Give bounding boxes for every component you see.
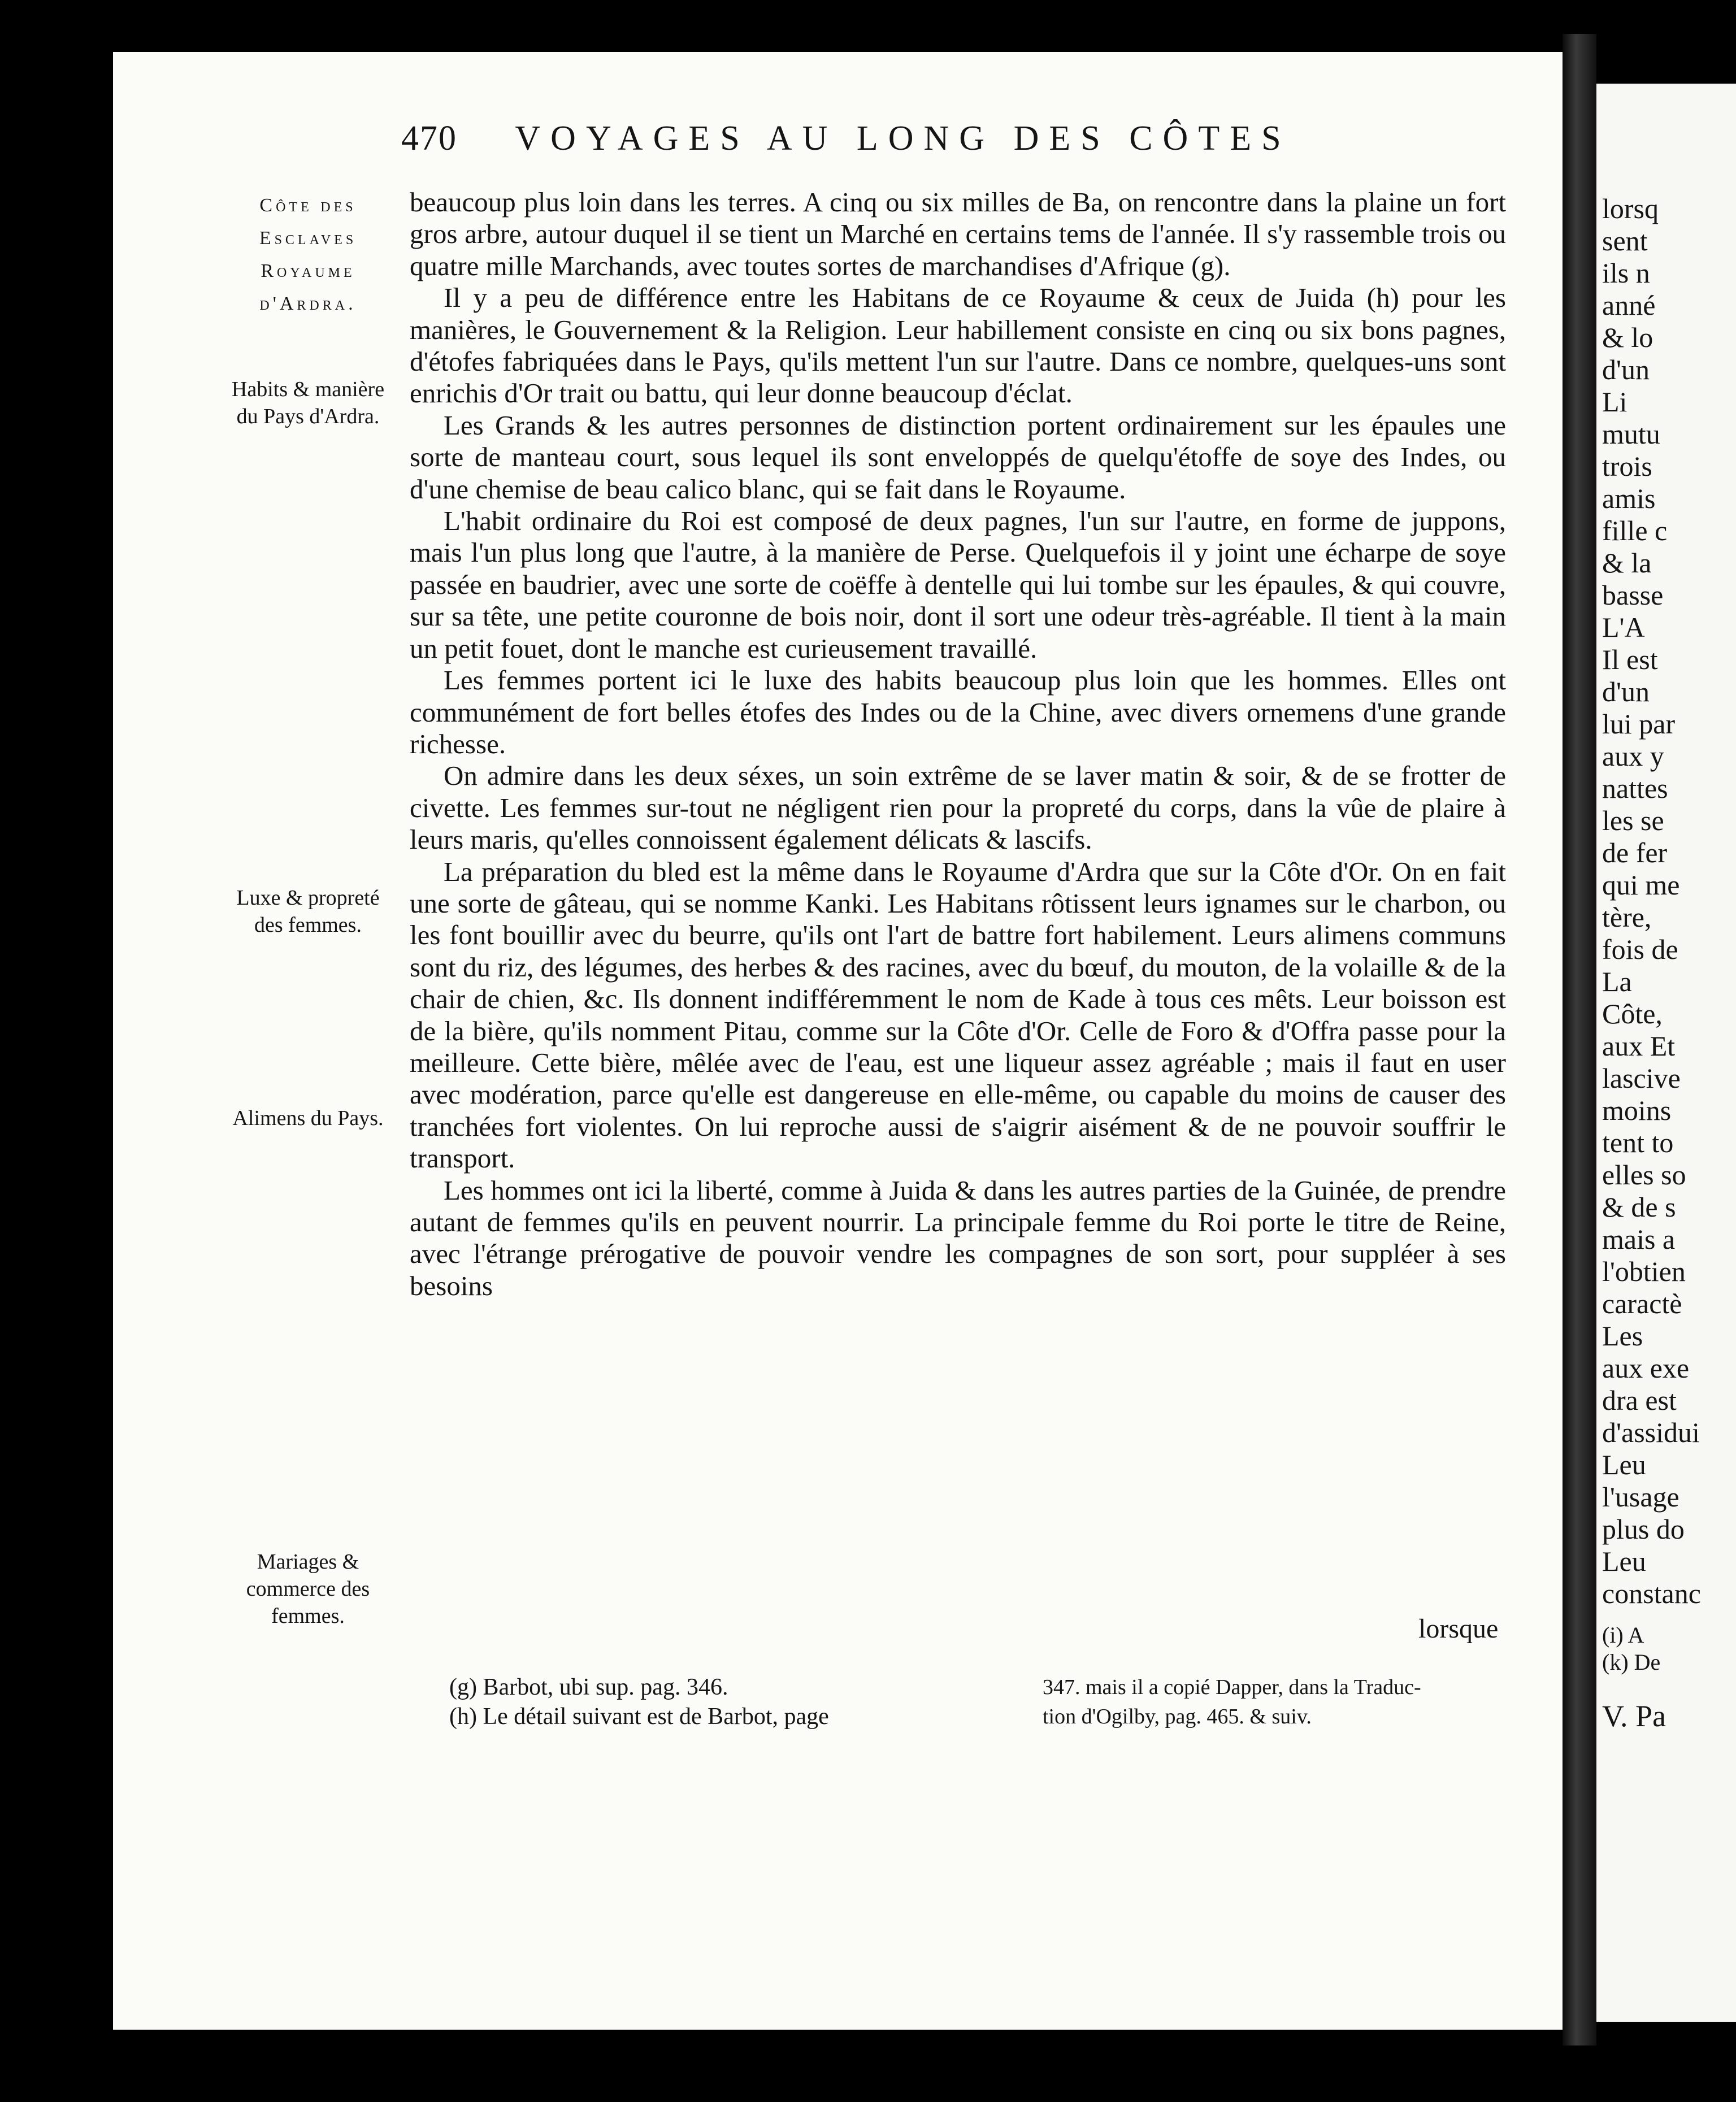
paragraph: beaucoup plus loin dans les terres. A cinq ou six milles de Ba, on rencontre dans la plaine un fort gros arbre, autour duquel il se tient un Marché en certains tems de l'année. Il s'y rassemble trois ou quatre mille Marchands, avec toutes sortes de marchandises d'Afrique (g). [410, 186, 1506, 281]
facing-page-line: lui par [1602, 708, 1676, 740]
facing-page-line: La [1602, 966, 1632, 997]
catchword: lorsque [1418, 1614, 1499, 1644]
facing-page-line: l'obtien [1602, 1256, 1686, 1287]
facing-page-line: (k) De [1602, 1649, 1661, 1675]
facing-page-line: aux y [1602, 740, 1664, 772]
facing-page-line: & la [1602, 547, 1652, 579]
facing-page-line: Leu [1602, 1449, 1646, 1480]
facing-page-line: Li [1602, 386, 1628, 418]
facing-page-line: anné [1602, 289, 1656, 321]
facing-page-line: V. Pa [1602, 1699, 1666, 1733]
facing-page-line: d'assidui [1602, 1417, 1700, 1448]
running-title: VOYAGES AU LONG DES CÔTES [515, 119, 1291, 158]
main-text [410, 186, 1506, 1302]
facing-page-line: lascive [1602, 1062, 1681, 1094]
facing-page-line: & lo [1602, 322, 1653, 353]
footnote: tion d'Ogilby, pag. 465. & suiv. [1043, 1705, 1312, 1728]
facing-page-line: (i) A [1602, 1622, 1644, 1648]
facing-page-line: & de s [1602, 1191, 1676, 1223]
running-head [401, 119, 1509, 175]
facing-page-line: elles so [1602, 1159, 1686, 1191]
footnote-column-left [449, 1673, 829, 1731]
margin-note: Habits & manière du Pays d'Ardra. [231, 377, 385, 428]
facing-page-line: basse [1602, 579, 1664, 611]
facing-page-line: qui me [1602, 869, 1680, 901]
facing-page-line: fois de [1602, 933, 1678, 965]
facing-page-line: tère, [1602, 901, 1652, 933]
facing-page-line: caractè [1602, 1288, 1682, 1319]
facing-page-line: lorsq [1602, 193, 1659, 224]
footnote: (g) Barbot, ubi sup. pag. 346. [449, 1674, 728, 1700]
facing-page-line: ils n [1602, 257, 1650, 289]
side-heading-line: d'Ardra. [259, 293, 357, 314]
facing-page-line: moins [1602, 1095, 1672, 1126]
facing-page-line: de fer [1602, 837, 1668, 868]
facing-page-line: dra est [1602, 1384, 1677, 1416]
paragraph: L'habit ordinaire du Roi est composé de deux pagnes, l'un sur l'autre, en forme de juppons, mais l'un plus long que l'autre, à la manière de Perse. Quelquefois il y joint une écharpe de soye passée en baudrier, avec une sorte de coëffe à dentelle qui lui tombe sur les épaules, & qui couvre, sur sa tête, une petite couronne de bois noir, dont il sort une odeur très-agréable. Il tient à la main un petit fouet, dont le manche est curieusement travaillé. [410, 505, 1506, 664]
margin-note: Luxe & propreté des femmes. [236, 886, 380, 937]
page-number: 470 [401, 119, 457, 158]
paragraph: On admire dans les deux séxes, un soin extrême de se laver matin & soir, & de se frotter de civette. Les femmes sur-tout ne négligent rien pour la propreté du corps, dans la vûe de plaire à leurs maris, qu'elles connoissent également délicats & lascifs. [410, 760, 1506, 855]
book-gutter [1563, 34, 1596, 2045]
side-heading-line: Royaume [261, 260, 355, 281]
facing-page-line: L'A [1602, 611, 1645, 643]
facing-page-line: Il est [1602, 644, 1658, 675]
paragraph: Les Grands & les autres personnes de distinction portent ordinairement sur les épaules une sorte de manteau court, sous lequel ils sont enveloppés de quelqu'étoffe de soye des Indes, ou d'une chemise de beau calico blanc, qui se fait dans le Royaume. [410, 409, 1506, 505]
facing-page-line: mutu [1602, 418, 1660, 450]
paragraph: La préparation du bled est la même dans le Royaume d'Ardra que sur la Côte d'Or. On en fait une sorte de gâteau, qui se nomme Kanki. Les Habitans rôtissent leurs ignames sur le charbon, ou les font bouillir avec du beurre, qu'ils ont l'art de battre fort habilement. Leurs alimens communs sont du riz, des légumes, des herbes & des racines, avec du bœuf, du mouton, de la volaille & de la chair de chien, &c. Ils donnent indifféremment le nom de Kade à tous ces mêts. Leur boisson est de la bière, qu'ils nomment Pitau, comme sur la Côte d'Or. Celle de Foro & d'Offra passe pour la meilleure. Cette bière, mêlée avec de l'eau, est une liqueur assez agréable ; mais il faut en user avec modération, parce qu'elle est dangereuse en elle-même, ou capable du moins de causer des tranchées fort violentes. On lui reproche aussi de s'aigrir aisément & de ne pouvoir souffrir le transport. [410, 855, 1506, 1174]
side-heading-line: Esclaves [259, 228, 357, 249]
facing-page-line: l'usage [1602, 1481, 1679, 1513]
facing-page-line: constanc [1602, 1578, 1701, 1609]
paragraph: Les hommes ont ici la liberté, comme à Juida & dans les autres parties de la Guinée, de prendre autant de femmes qu'ils en peuvent nourrir. La principale femme du Roi porte le titre de Reine, avec l'étrange prérogative de pouvoir vendre les compagnes de son sort, pour suppléer à ses besoins [410, 1174, 1506, 1301]
facing-page-line: plus do [1602, 1513, 1685, 1545]
facing-page-line: tent to [1602, 1127, 1674, 1158]
facing-page-line: aux Et [1602, 1030, 1676, 1062]
footnote: 347. mais il a copié Dapper, dans la Traduc- [1043, 1675, 1421, 1699]
side-heading [223, 189, 393, 320]
facing-page-line: aux exe [1602, 1352, 1690, 1384]
facing-page-line: d'un [1602, 354, 1650, 385]
margin-note: Alimens du Pays. [232, 1106, 384, 1130]
footnote: (h) Le détail suivant est de Barbot, page [449, 1704, 829, 1730]
facing-page-line: sent [1602, 225, 1648, 257]
facing-page-line: trois [1602, 450, 1652, 482]
side-heading-line: Côte des [259, 195, 357, 216]
facing-page [1596, 84, 1736, 2022]
facing-page-line: Leu [1602, 1545, 1646, 1577]
facing-page-line: Les [1602, 1320, 1643, 1352]
margin-note: Mariages & commerce des femmes. [246, 1550, 370, 1628]
facing-page-line: Côte, [1602, 998, 1663, 1030]
paragraph: Les femmes portent ici le luxe des habits beaucoup plus loin que les hommes. Elles ont communément de fort belles étofes des Indes ou de la Chine, avec divers ornemens d'une grande richesse. [410, 665, 1506, 759]
facing-page-line: d'un [1602, 676, 1650, 707]
paragraph: Il y a peu de différence entre les Habitans de ce Royaume & ceux de Juida (h) pour les manières, le Gouvernement & la Religion. Leur habillement consiste en cinq ou six bons pagnes, d'étofes fabriquées dans le Pays, qu'ils mettent l'un sur l'autre. Dans ce nombre, quelques-uns sont enrichis d'Or trait ou battu, qui leur donne beaucoup d'éclat. [410, 282, 1506, 409]
facing-page-line: nattes [1602, 772, 1668, 804]
facing-page-line: fille c [1602, 515, 1668, 546]
footnote-column-right [1043, 1673, 1421, 1731]
facing-page-line: les se [1602, 805, 1664, 836]
facing-page-line: mais a [1602, 1223, 1676, 1255]
facing-page-line: amis [1602, 483, 1656, 514]
